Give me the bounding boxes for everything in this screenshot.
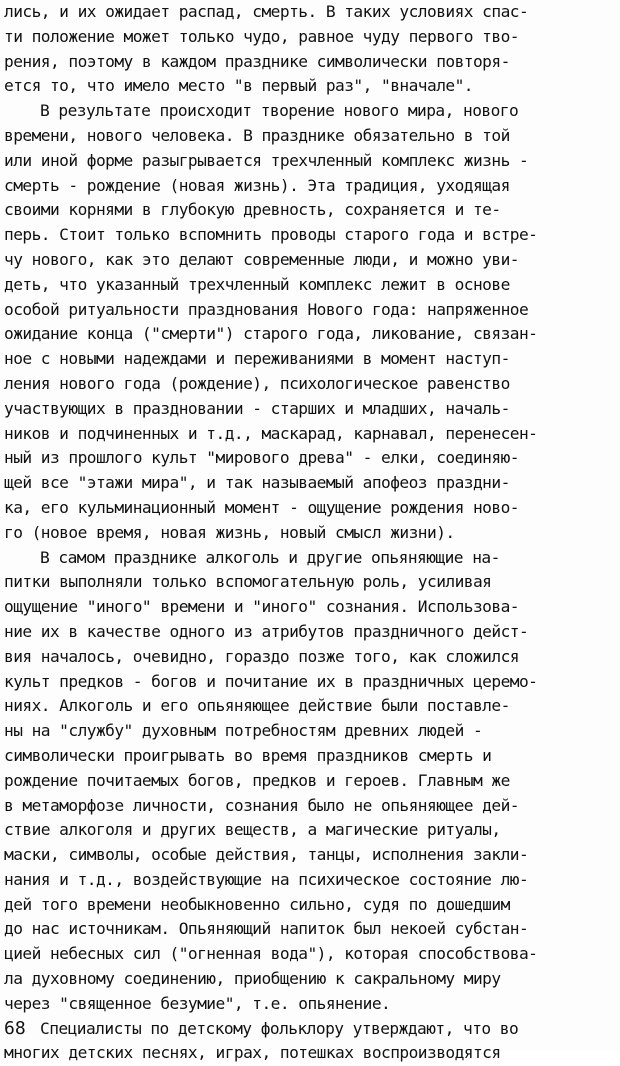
text-line: рения, поэтому в каждом празднике символически повторя- xyxy=(4,51,510,71)
text-line: до нас источникам. Опьяняющий напиток был некоей субстан- xyxy=(4,919,529,939)
text-line: ны на "службу" духовным потребностям древних людей - xyxy=(4,721,483,741)
text-line: ожидание конца ("смерти") старого года, ликование, связан- xyxy=(4,324,538,344)
text-line: ников и подчиненных и т.д., маскарад, карнавал, перенесен- xyxy=(4,423,538,443)
text-line: времени, нового человека. В празднике обязательно в той xyxy=(4,125,510,145)
text-line: дей того времени необыкновенно сильно, судя по дошедшим xyxy=(4,894,510,914)
text-line: особой ритуальности празднования Нового года: напряженное xyxy=(4,299,529,319)
text-line: участвующих в праздновании - старших и младших, началь- xyxy=(4,398,510,418)
body-text xyxy=(4,0,616,1066)
text-line: ления нового года (рождение), психологическое равенство xyxy=(4,373,510,393)
text-line: многих детских песнях, играх, потешках воспроизводятся xyxy=(4,1043,501,1063)
text-line: маски, символы, особые действия, танцы, исполнения закли- xyxy=(4,845,529,865)
text-line: ствие алкоголя и других веществ, а магические ритуалы, xyxy=(4,820,501,840)
text-line: ется то, что имело место "в первый раз", "вначале". xyxy=(4,76,473,96)
text-line: ка, его кульминационный момент - ощущение рождения ново- xyxy=(4,497,519,517)
text-line: В самом празднике алкоголь и другие опьяняющие на- xyxy=(40,547,500,567)
text-line: ти положение может только чудо, равное чуду первого тво- xyxy=(4,26,519,46)
text-line: или иной форме разыгрывается трехчленный комплекс жизнь - xyxy=(4,150,529,170)
text-line: ощущение "иного" времени и "иного" сознания. Использова- xyxy=(4,597,519,617)
text-line: чу нового, как это делают современные люди, и можно уви- xyxy=(4,249,519,269)
text-line: ное с новыми надеждами и переживаниями в момент наступ- xyxy=(4,349,510,369)
text-line: перь. Стоит только вспомнить проводы старого года и встре- xyxy=(4,225,538,245)
text-line: через "священное безумие", т.е. опьянение. xyxy=(4,993,391,1013)
text-line: рождение почитаемых богов, предков и героев. Главным же xyxy=(4,770,510,790)
text-line: цией небесных сил ("огненная вода"), которая способствова- xyxy=(4,944,538,964)
text-line: символически проигрывать во время праздников смерть и xyxy=(4,745,492,765)
text-line: го (новое время, новая жизнь, новый смысл жизни). xyxy=(4,522,455,542)
text-line: ниях. Алкоголь и его опьяняющее действие были поставле- xyxy=(4,696,510,716)
text-line: своими корнями в глубокую древность, сохраняется и те- xyxy=(4,200,501,220)
text-line: в метаморфозе личности, сознания было не опьяняющее дей- xyxy=(4,795,519,815)
text-line: нания и т.д., воздействующие на психическое состояние лю- xyxy=(4,869,529,889)
page-number: 68 xyxy=(4,1018,26,1039)
text-line: В результате происходит творение нового мира, нового xyxy=(40,101,519,121)
text-line: ный из прошлого культ "мирового древа" - елки, соединяю- xyxy=(4,448,519,468)
text-line: лись, и их ожидает распад, смерть. В таких условиях спас- xyxy=(4,2,529,21)
text-line: питки выполняли только вспомогательную роль, усиливая xyxy=(4,572,492,592)
text-line: культ предков - богов и почитание их в праздничных церемо- xyxy=(4,671,538,691)
text-line: смерть - рождение (новая жизнь). Эта традиция, уходящая xyxy=(4,175,510,195)
text-line: Специалисты по детскому фольклору утверждают, что во xyxy=(40,1018,519,1038)
text-line: ние их в качестве одного из атрибутов праздничного дейст- xyxy=(4,621,529,641)
text-line: щей все "этажи мира", и так называемый апофеоз праздни- xyxy=(4,473,510,493)
text-line: ла духовному соединению, приобщению к сакральному миру xyxy=(4,969,501,989)
text-line: деть, что указанный трехчленный комплекс лежит в основе xyxy=(4,274,510,294)
text-line: вия началось, очевидно, гораздо позже того, как сложился xyxy=(4,646,519,666)
